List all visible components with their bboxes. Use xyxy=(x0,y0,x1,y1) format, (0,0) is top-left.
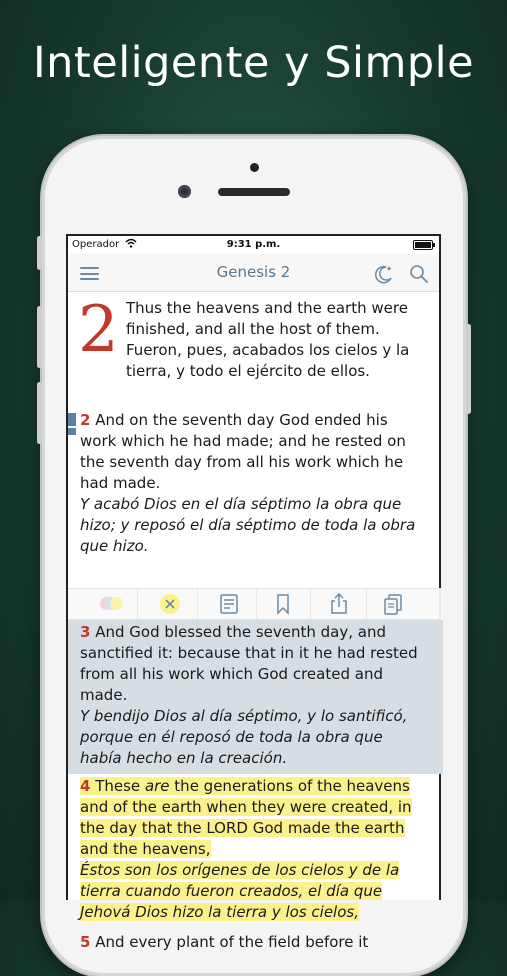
verse-2[interactable] xyxy=(80,410,425,557)
search-icon[interactable] xyxy=(408,263,430,285)
volume-up-button xyxy=(37,306,42,368)
status-time: 9:31 p.m. xyxy=(226,239,281,250)
promo-headline: Inteligente y Simple xyxy=(32,38,475,88)
power-button xyxy=(466,324,471,414)
bookmark-marker[interactable] xyxy=(68,413,76,435)
verse-1-spanish: Fueron, pues, acabados los cielos y la tierra, y todo el ejército de ellos. xyxy=(126,341,410,380)
bookmark-icon[interactable] xyxy=(256,589,311,619)
chapter-title[interactable]: Genesis 2 xyxy=(216,263,291,281)
verse-number: 4 xyxy=(80,777,91,795)
verse-3-spanish: Y bendijo Dios al día séptimo, y lo santificó, porque en él reposó de toda la obra que había hecho en la creación. xyxy=(80,707,408,767)
verse-number: 5 xyxy=(80,933,91,951)
close-icon[interactable] xyxy=(143,589,198,619)
verse-5[interactable] xyxy=(80,932,425,953)
verse-4[interactable] xyxy=(80,776,425,923)
verse-4-english-b: the generations of the heavens and of the earth when they were created, in the day that the LORD God made the earth and the heavens, xyxy=(80,777,412,858)
verse-5-english: And every plant of the field before it xyxy=(95,933,369,951)
copy-icon[interactable] xyxy=(366,589,420,619)
moon-icon[interactable] xyxy=(373,263,395,285)
mute-switch xyxy=(37,236,42,270)
color-dots-icon[interactable] xyxy=(83,589,138,619)
verse-4-spanish: Éstos son los orígenes de los cielos y de la tierra cuando fueron creados, el día que Jehová Dios hizo la tierra y los cielos, xyxy=(80,861,400,921)
selected-verse[interactable] xyxy=(68,618,443,774)
status-bar xyxy=(68,236,439,254)
verse-number: 3 xyxy=(80,623,91,641)
battery-icon xyxy=(413,240,433,250)
carrier-label: Operador xyxy=(72,239,120,250)
front-camera xyxy=(178,185,191,198)
share-icon[interactable] xyxy=(312,589,367,619)
nav-bar xyxy=(68,254,439,292)
verse-1[interactable] xyxy=(126,298,426,382)
verse-2-spanish: Y acabó Dios en el día séptimo la obra que hizo; y reposó el día séptimo de toda la obra que hizo. xyxy=(80,495,416,555)
proximity-sensor xyxy=(250,163,259,172)
verse-action-toolbar xyxy=(68,588,443,620)
volume-down-button xyxy=(37,382,42,444)
verse-2-english: And on the seventh day God ended his work which he had made; and he rested on the seventh day from all his work which he had made. xyxy=(80,411,406,492)
app-screen xyxy=(66,234,441,951)
chapter-dropcap: 2 xyxy=(78,293,119,367)
verse-1-english: Thus the heavens and the earth were finished, and all the host of them. xyxy=(126,299,408,338)
earpiece-speaker xyxy=(218,188,290,196)
verse-4-english-a: These xyxy=(95,777,145,795)
note-icon[interactable] xyxy=(202,589,257,619)
verse-number: 2 xyxy=(80,411,91,429)
verse-4-english-em: are xyxy=(144,777,170,795)
verse-3-english: And God blessed the seventh day, and sanctified it: because that in it he had rested from all his work which God created and made. xyxy=(80,623,418,704)
